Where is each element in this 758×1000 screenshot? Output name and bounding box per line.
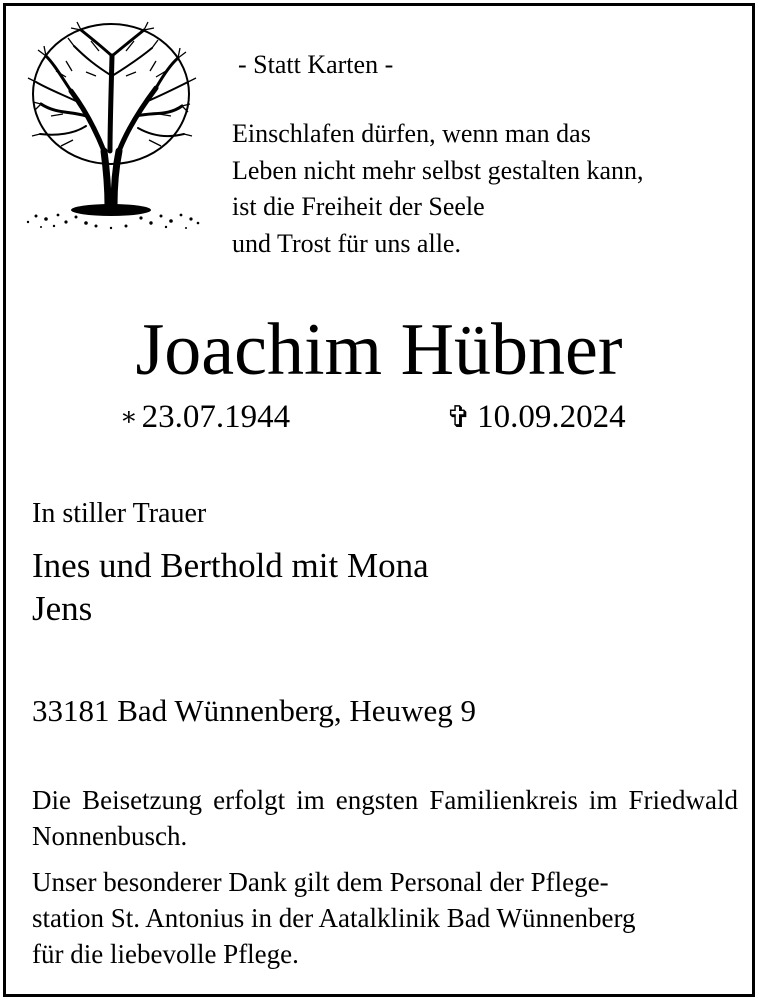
mourning-line: In stiller Trauer — [32, 498, 207, 529]
tree-icon — [16, 16, 206, 238]
burial-notice: Die Beisetzung erfolgt im engsten Familienkreis im Friedwald Nonnenbusch. — [32, 785, 738, 851]
poem-line: Einschlafen dürfen, wenn man das — [232, 119, 591, 148]
address: 33181 Bad Wünnenberg, Heuweg 9 — [32, 693, 476, 728]
family-line: Jens — [32, 589, 93, 628]
thanks-line: station St. Antonius in der Aatalklinik Bad Wünnenberg — [32, 903, 636, 933]
death-cross-icon: ✞ — [446, 401, 472, 434]
poem-line: und Trost für uns alle. — [232, 228, 461, 258]
family-line: Ines und Berthold mit Mona — [32, 546, 429, 585]
death-date-value: 10.09.2024 — [477, 399, 626, 435]
thanks-notice — [32, 864, 738, 972]
poem-line: ist die Freiheit der Seele — [232, 192, 485, 221]
birth-date — [120, 399, 290, 436]
thanks-line: für die liebevolle Pflege. — [32, 939, 299, 969]
poem-line: Leben nicht mehr selbst gestalten kann, — [232, 155, 644, 185]
obituary-notice — [3, 3, 755, 997]
birth-star-icon: ∗ — [120, 402, 138, 431]
poem — [232, 116, 644, 262]
thanks-line: Unser besonderer Dank gilt dem Personal der Pflege- — [32, 867, 609, 897]
birth-date-value: 23.07.1944 — [141, 399, 291, 435]
death-date — [446, 399, 626, 436]
tagline: - Statt Karten - — [238, 50, 394, 79]
deceased-name: Joachim Hübner — [135, 309, 623, 391]
family-names — [32, 544, 429, 630]
